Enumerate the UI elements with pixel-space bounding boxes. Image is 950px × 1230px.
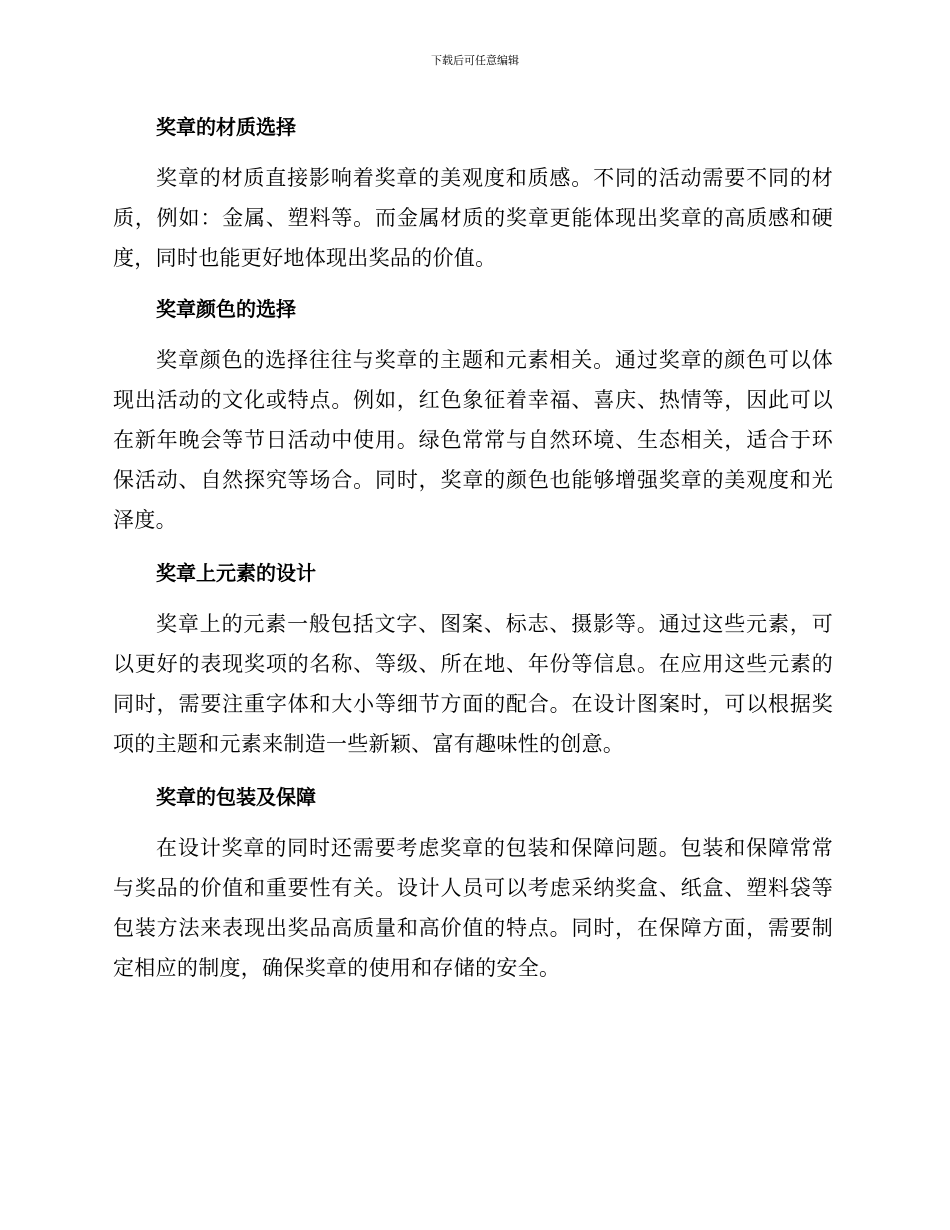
section-title: 奖章的包装及保障 bbox=[156, 785, 316, 809]
section-title: 奖章的材质选择 bbox=[156, 115, 296, 139]
page-header-note: 下载后可任意编辑 bbox=[431, 54, 519, 67]
section-title: 奖章上元素的设计 bbox=[156, 561, 316, 585]
section-paragraph: 奖章颜色的选择往往与奖章的主题和元素相关。通过奖章的颜色可以体现出活动的文化或特点。例如，红色象征着幸福、喜庆、热情等，因此可以在新年晚会等节日活动中使用。绿色常常与自然环境、生态相关，适合于环保活动、自然探究等场合。同时，奖章的颜色也能够增强奖章的美观度和光泽度。 bbox=[113, 348, 833, 532]
section-elements bbox=[113, 554, 833, 764]
section-material bbox=[113, 108, 833, 278]
section-title: 奖章颜色的选择 bbox=[156, 297, 296, 321]
document-body bbox=[113, 108, 833, 1002]
section-paragraph: 在设计奖章的同时还需要考虑奖章的包装和保障问题。包装和保障常常与奖品的价值和重要性有关。设计人员可以考虑采纳奖盒、纸盒、塑料袋等包装方法来表现出奖品高质量和高价值的特点。同时，在保障方面，需要制定相应的制度，确保奖章的使用和存储的安全。 bbox=[113, 836, 833, 980]
section-paragraph: 奖章上的元素一般包括文字、图案、标志、摄影等。通过这些元素，可以更好的表现奖项的名称、等级、所在地、年份等信息。在应用这些元素的同时，需要注重字体和大小等细节方面的配合。在设计图案时，可以根据奖项的主题和元素来制造一些新颖、富有趣味性的创意。 bbox=[113, 612, 833, 756]
section-color bbox=[113, 290, 833, 540]
section-packaging bbox=[113, 778, 833, 988]
section-paragraph: 奖章的材质直接影响着奖章的美观度和质感。不同的活动需要不同的材质，例如：金属、塑料等。而金属材质的奖章更能体现出奖章的高质感和硬度，同时也能更好地体现出奖品的价值。 bbox=[113, 166, 833, 270]
